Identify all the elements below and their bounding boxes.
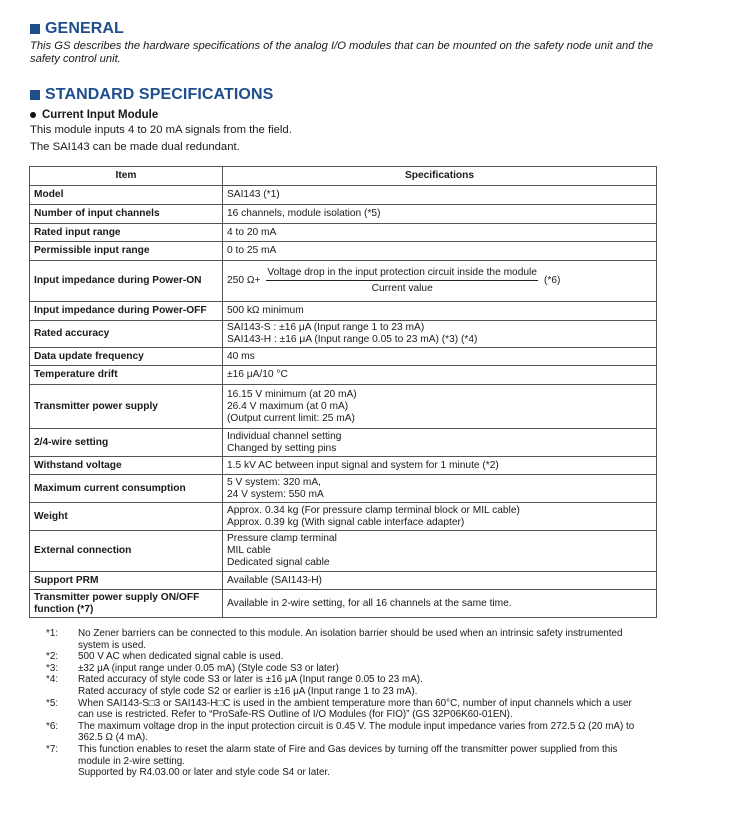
- row-label: Permissible input range: [30, 242, 223, 261]
- row-value: [223, 186, 657, 205]
- value-line: 5 V system: 320 mA,: [227, 476, 321, 488]
- row-value: [223, 475, 657, 503]
- footnote-text: No Zener barriers can be connected to this module. An isolation barrier should be used when an intrinsic safety instrumented system is used.: [78, 628, 623, 651]
- row-value: [223, 385, 657, 429]
- value-line: 0 to 25 mA: [227, 245, 277, 256]
- row-label: Maximum current consumption: [30, 475, 223, 503]
- footnote-mark: *6:: [46, 720, 59, 732]
- footnote-text: This function enables to reset the alarm state of Fire and Gas devices by turning off the transmitter power supplied from this module in 2-wire setting.: [78, 743, 618, 767]
- row-label: Input impedance during Power-OFF: [30, 302, 223, 321]
- value-line: Pressure clamp terminal: [227, 533, 337, 544]
- general-heading-text: GENERAL: [45, 20, 124, 37]
- table-row: [30, 224, 657, 242]
- row-value: [223, 348, 657, 366]
- value-line: SAI143-S : ±16 μA (Input range 1 to 23 mA): [227, 322, 425, 333]
- row-value: [223, 242, 657, 261]
- footnote-text: Rated accuracy of style code S3 or later is ±16 μA (Input range 0.05 to 23 mA).: [78, 674, 423, 686]
- footnote: [46, 674, 646, 686]
- table-row: [30, 186, 657, 205]
- square-bullet-icon: [30, 24, 40, 34]
- row-label: Rated input range: [30, 224, 223, 242]
- formula-lead: 250 Ω+: [227, 275, 261, 286]
- row-value: [223, 429, 657, 457]
- table-row: [30, 429, 657, 457]
- value-line: 1.5 kV AC between input signal and system for 1 minute (*2): [227, 459, 499, 471]
- table-row: [30, 572, 657, 590]
- formula-fraction: [266, 267, 538, 295]
- table-row: [30, 503, 657, 531]
- table-row: [30, 385, 657, 429]
- square-bullet-icon: [30, 90, 40, 100]
- row-value: [223, 366, 657, 385]
- value-line: Approx. 0.34 kg (For pressure clamp terminal block or MIL cable): [227, 504, 520, 516]
- row-label: Input impedance during Power-ON: [30, 261, 223, 302]
- table-row: [30, 261, 657, 302]
- row-label: Data update frequency: [30, 348, 223, 366]
- table-row: [30, 457, 657, 475]
- row-label: Temperature drift: [30, 366, 223, 385]
- general-heading: [30, 20, 124, 38]
- footnote: [46, 698, 646, 721]
- table-row: [30, 302, 657, 321]
- footnote-mark: [46, 767, 78, 779]
- intro-paragraph-2: The SAI143 can be made dual redundant.: [30, 141, 240, 153]
- value-line: (Output current limit: 25 mA): [227, 412, 355, 424]
- row-label: 2/4-wire setting: [30, 429, 223, 457]
- footnote: [46, 663, 646, 675]
- value-line: 16 channels, module isolation (*5): [227, 208, 381, 219]
- row-value: [223, 321, 657, 348]
- footnote-mark: *4:: [46, 674, 59, 686]
- footnote-mark: *5:: [46, 697, 59, 709]
- footnote-text: When SAI143-S□3 or SAI143-H□C is used in the ambient temperature more than 60°C, number of input channels which a user can use is restricted. Refer to “ProSafe-RS Outline of I/O Modules (for FIO)” (GS 32P06K60-01EN).: [78, 697, 632, 721]
- footnote: [46, 628, 646, 651]
- value-line: ±16 μA/10 °C: [227, 369, 288, 380]
- row-label: Transmitter power supply ON/OFF function (*7): [30, 590, 223, 618]
- row-value: [223, 457, 657, 475]
- table-row: [30, 242, 657, 261]
- row-value: [223, 590, 657, 618]
- table-row: [30, 205, 657, 224]
- subheading-text: Current Input Module: [42, 109, 159, 121]
- header-item: Item: [30, 167, 223, 186]
- footnote-mark: *1:: [46, 628, 59, 639]
- value-line: MIL cable: [227, 545, 271, 556]
- footnote-text: The maximum voltage drop in the input protection circuit is 0.45 V. The module input impedance varies from 272.5 Ω (20 mA) to 362.5 Ω (4 mA).: [78, 720, 635, 744]
- table-row: [30, 590, 657, 618]
- footnote-mark: *2:: [46, 651, 59, 663]
- intro-paragraph-1: This module inputs 4 to 20 mA signals from the field.: [30, 124, 292, 136]
- value-line: 26.4 V maximum (at 0 mA): [227, 400, 349, 412]
- specifications-table: [29, 166, 657, 618]
- footnote-text: ±32 μA (input range under 0.05 mA) (Style code S3 or later): [78, 662, 339, 674]
- footnote: [46, 651, 646, 663]
- table-row: [30, 475, 657, 503]
- row-value: [223, 572, 657, 590]
- table-row: [30, 531, 657, 572]
- standard-specifications-heading: [30, 86, 273, 104]
- formula-denominator: Current value: [371, 283, 433, 294]
- row-label: Number of input channels: [30, 205, 223, 224]
- value-line: Available in 2-wire setting, for all 16 channels at the same time.: [227, 597, 512, 609]
- footnote-text: Supported by R4.03.00 or later and style code S4 or later.: [78, 767, 330, 779]
- row-value: [223, 503, 657, 531]
- row-label: Rated accuracy: [30, 321, 223, 348]
- footnote-text: Rated accuracy of style code S2 or earlier is ±16 μA (Input range 1 to 23 mA).: [78, 685, 418, 697]
- row-label: Withstand voltage: [30, 457, 223, 475]
- value-line: 4 to 20 mA: [227, 226, 277, 238]
- general-description: This GS describes the hardware specifications of the analog I/O modules that can be mounted on the safety node unit and the safety control unit.: [30, 40, 654, 65]
- value-line: Available (SAI143-H): [227, 574, 322, 586]
- impedance-formula: [227, 267, 560, 295]
- table-header-row: [30, 167, 657, 186]
- row-value: [223, 302, 657, 321]
- footnote-text: 500 V AC when dedicated signal cable is used.: [78, 651, 284, 663]
- row-value: [223, 261, 657, 302]
- value-line: 40 ms: [227, 350, 255, 362]
- value-line: SAI143-H : ±16 μA (Input range 0.05 to 23 mA) (*3) (*4): [227, 334, 478, 345]
- table-row: [30, 348, 657, 366]
- row-label: Support PRM: [30, 572, 223, 590]
- formula-numerator: Voltage drop in the input protection circuit inside the module: [266, 267, 538, 281]
- row-value: [223, 224, 657, 242]
- row-label: Weight: [30, 503, 223, 531]
- footnote-mark: *7:: [46, 743, 59, 755]
- row-label: External connection: [30, 531, 223, 572]
- standard-heading-text: STANDARD SPECIFICATIONS: [45, 86, 274, 103]
- current-input-module-subheading: [30, 109, 158, 121]
- footnote: [46, 721, 646, 744]
- footnote: [46, 744, 646, 767]
- table-row: [30, 366, 657, 385]
- value-line: Individual channel setting: [227, 430, 342, 442]
- footnote-mark: [46, 686, 78, 698]
- value-line: 500 kΩ minimum: [227, 305, 304, 316]
- row-label: Transmitter power supply: [30, 385, 223, 429]
- row-label: Model: [30, 186, 223, 205]
- footnotes: [46, 628, 646, 779]
- value-line: 24 V system: 550 mA: [227, 488, 324, 500]
- value-line: SAI143 (*1): [227, 189, 280, 200]
- value-line: Approx. 0.39 kg (With signal cable interface adapter): [227, 516, 465, 528]
- footnote: [46, 686, 646, 698]
- table-row: [30, 321, 657, 348]
- round-bullet-icon: [30, 112, 36, 118]
- row-value: [223, 531, 657, 572]
- header-specifications: Specifications: [223, 167, 657, 186]
- formula-note: (*6): [543, 275, 561, 286]
- value-line: Dedicated signal cable: [227, 557, 330, 568]
- row-value: [223, 205, 657, 224]
- value-line: Changed by setting pins: [227, 442, 337, 454]
- footnote: [46, 767, 646, 779]
- footnote-mark: *3:: [46, 662, 59, 674]
- value-line: 16.15 V minimum (at 20 mA): [227, 388, 357, 400]
